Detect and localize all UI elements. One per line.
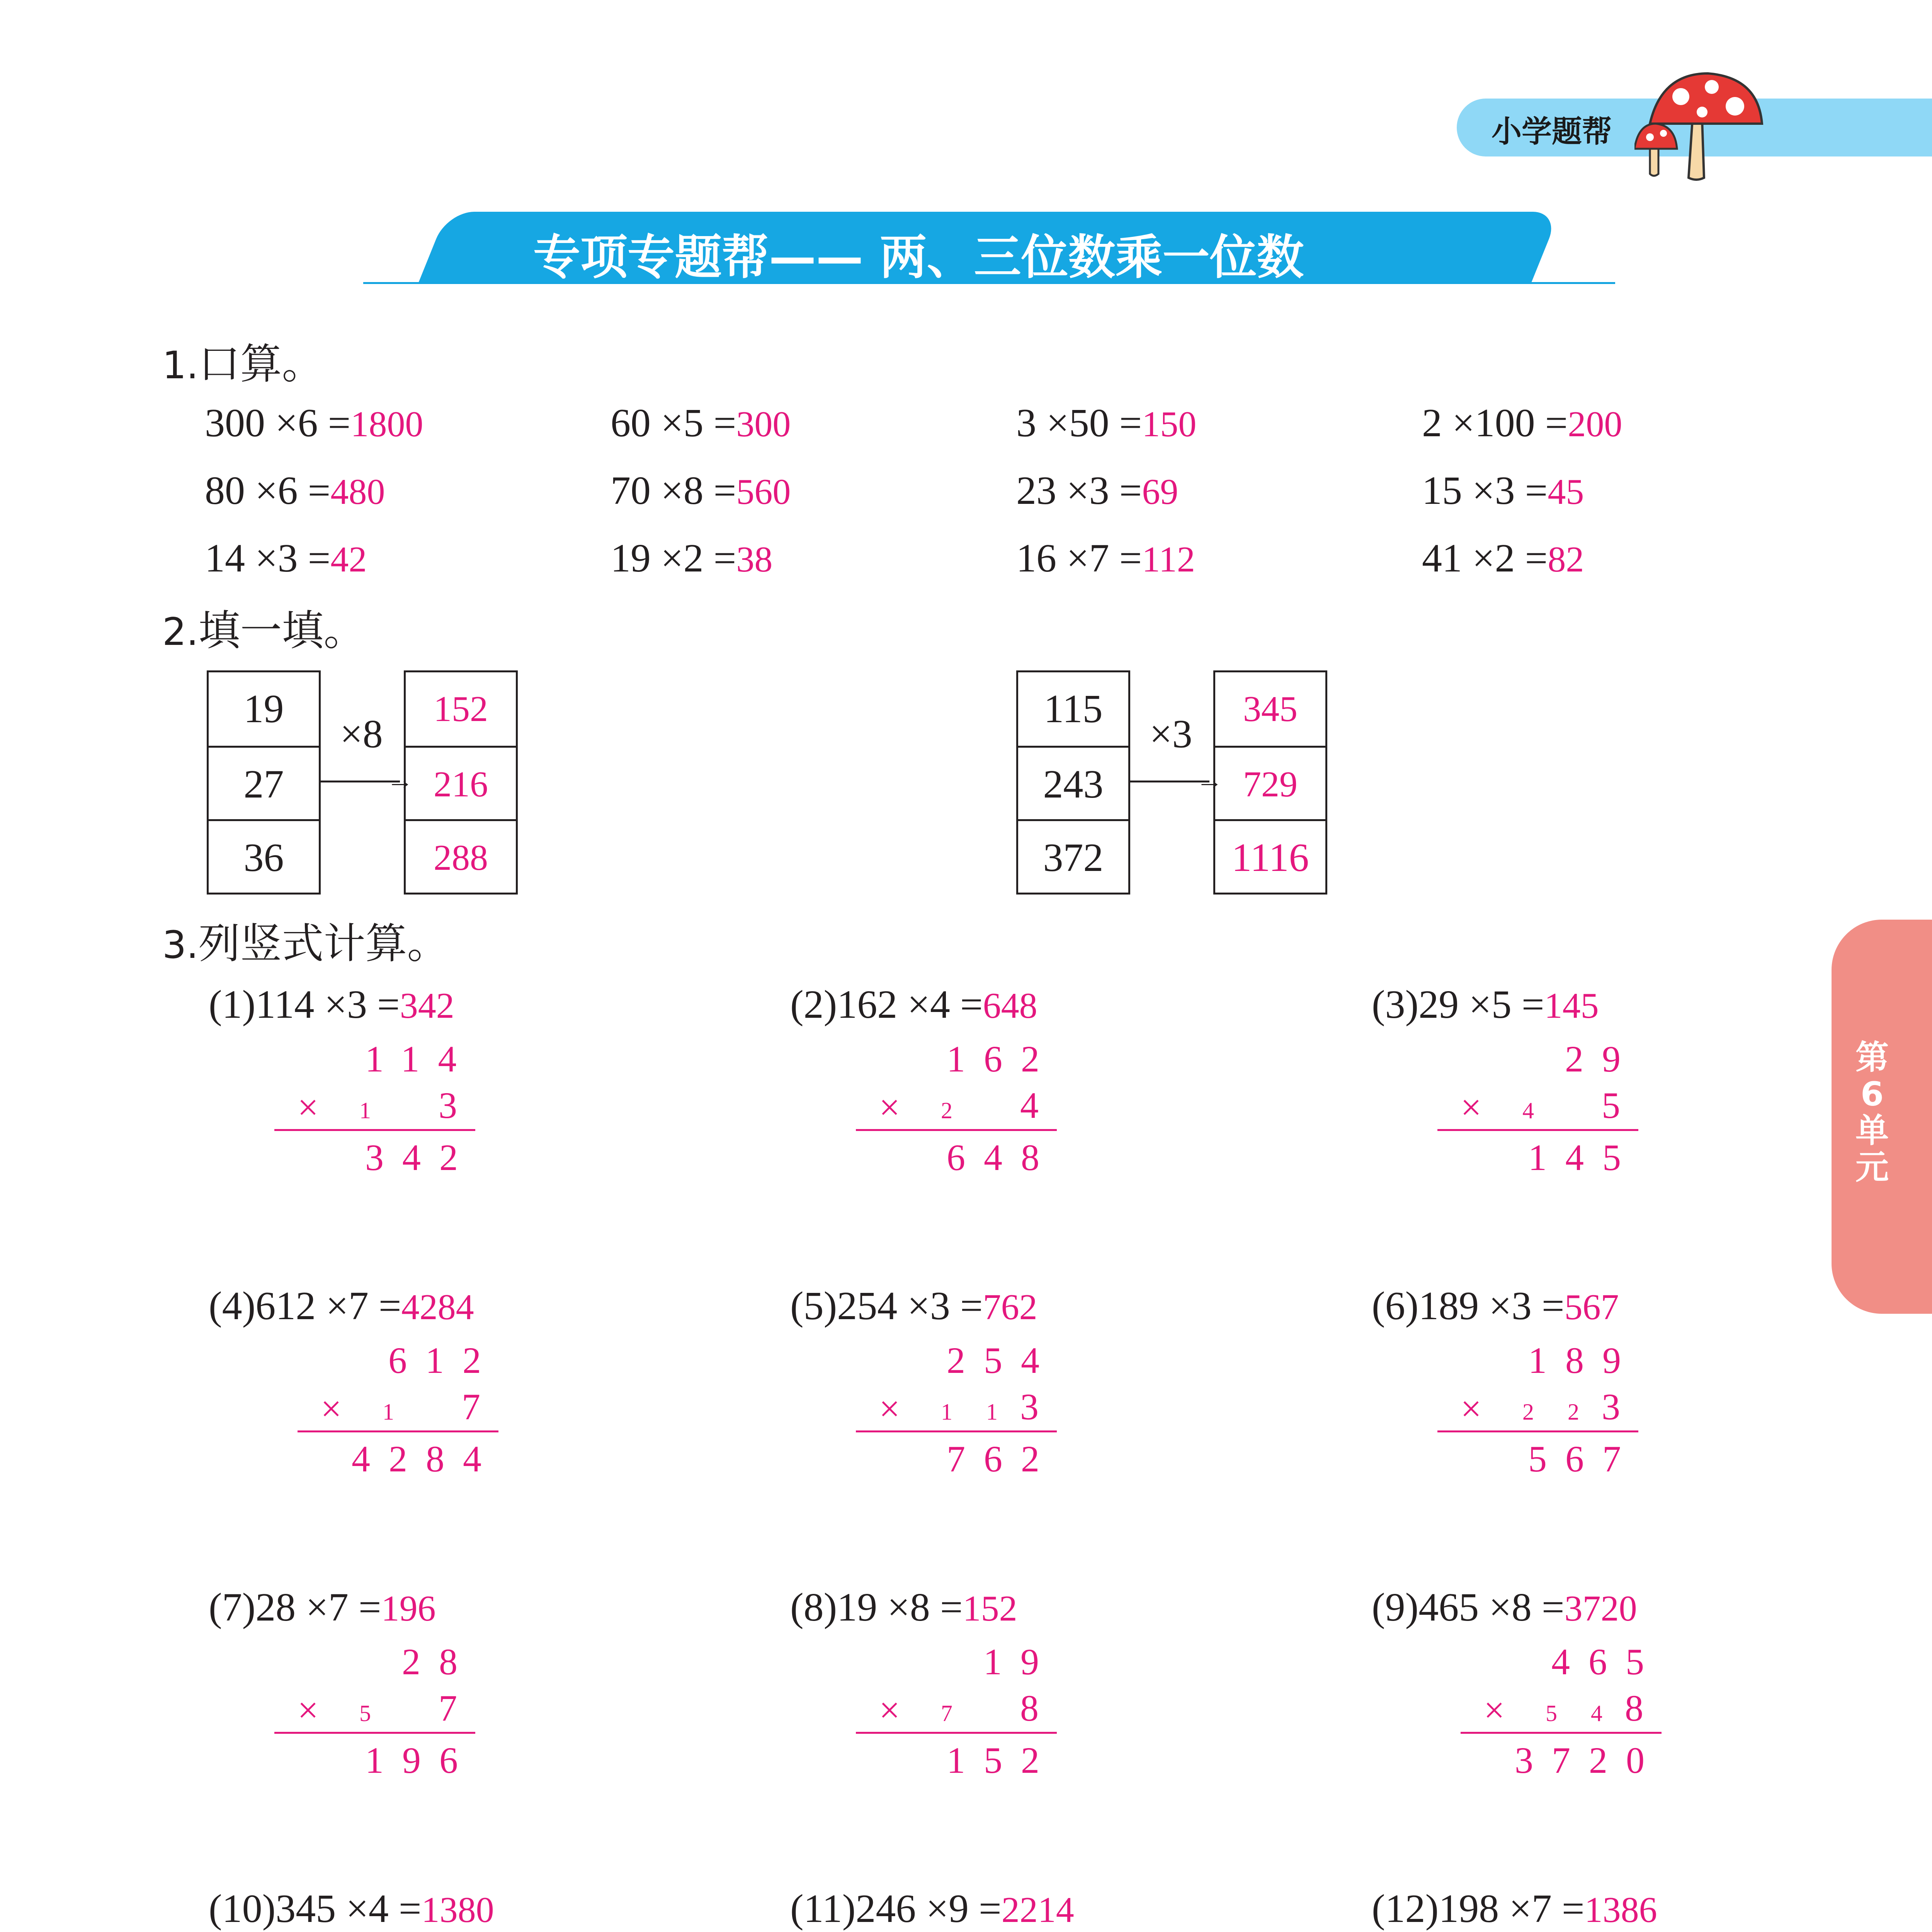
section3-number: 3. [162,923,199,967]
calc-line [298,1430,498,1432]
carry-digits: 7 [941,1701,966,1726]
vertical-calc-question [790,1283,1037,1329]
output-cell: 1116 [1215,819,1325,895]
answer-text: 150 [1142,404,1197,444]
question-text: 60 ×5 = [611,401,736,445]
operator-label: ×8 [340,711,383,756]
multiplier: 8 [1625,1687,1662,1729]
vertical-calc-question [1372,981,1599,1027]
times-sign: × [1484,1689,1505,1731]
vertical-calc-question [1372,1584,1637,1630]
multiplier: 3 [1020,1386,1057,1427]
question-text: 29 ×5 = [1418,982,1544,1027]
answer-text: 648 [983,986,1037,1026]
question-text: 198 ×7 = [1439,1886,1585,1931]
question-text: 465 ×8 = [1418,1585,1565,1629]
oral-calc-item [1422,468,1584,514]
carry-digits: 4 [1522,1098,1548,1123]
input-cell: 115 [1044,687,1103,731]
operator-label: ×3 [1150,711,1192,756]
product: 567 [1528,1438,1639,1480]
answer-text: 196 [381,1588,436,1629]
question-text: 14 ×3 = [205,536,331,580]
arrow-head: → [386,765,413,795]
question-text: 23 ×3 = [1016,468,1142,513]
vertical-calc-question [790,981,1037,1027]
product: 4284 [352,1438,500,1480]
question-text: 612 ×7 = [255,1284,401,1328]
multiplicand: 162 [947,1038,1058,1080]
arrow-head: → [1196,765,1223,795]
question-text: 16 ×7 = [1016,536,1142,580]
question-text: 246 ×9 = [855,1886,1002,1931]
multiplicand: 465 [1551,1641,1663,1682]
section3-title: 列竖式计算。 [198,921,449,967]
answer-text: 3720 [1564,1588,1637,1629]
carry-digits: 1 [383,1399,408,1425]
answer-text: 82 [1548,539,1584,580]
product: 196 [365,1740,476,1781]
answer-text: 480 [330,472,385,512]
problem-label: (4) [209,1284,256,1328]
input-cell: 27 [209,746,319,821]
question-text: 19 ×8 = [837,1585,963,1629]
question-text: 254 ×3 = [837,1284,983,1328]
output-table [1213,670,1327,895]
mushroom-icon [1634,66,1774,182]
product: 762 [947,1438,1058,1480]
multiplicand: 114 [365,1038,475,1080]
times-sign: × [879,1087,900,1128]
question-text: 114 ×3 = [255,982,400,1027]
vertical-calc-question [209,1584,436,1630]
vertical-calc-question [790,1886,1074,1932]
vertical-calc-question [209,1283,474,1329]
output-cell: 288 [406,819,516,895]
section3-heading [162,910,449,970]
multiplicand: 254 [947,1340,1058,1381]
product: 342 [365,1137,476,1178]
section2-heading [162,597,366,657]
section2-title: 填一填。 [198,608,366,654]
question-text: 80 ×6 = [205,468,331,513]
answer-text: 38 [736,539,773,580]
input-table [1016,670,1130,895]
vertical-calc-question [209,1886,494,1932]
calc-line [274,1129,475,1131]
oral-calc-item [1422,400,1622,446]
multiplicand: 612 [388,1340,500,1381]
problem-label: (10) [209,1886,276,1931]
input-cell: 243 [1018,746,1128,821]
section1-title: 口算。 [198,342,324,388]
answer-text: 1386 [1584,1890,1657,1930]
input-cell: 36 [209,819,319,895]
carry-digits: 1 1 [941,1399,1012,1425]
question-text: 2 ×100 = [1422,401,1568,445]
output-table [404,670,518,895]
multiplier: 5 [1602,1085,1639,1126]
vertical-calc-question [790,1584,1017,1630]
carry-digits: 2 2 [1522,1399,1593,1425]
oral-calc-item [611,400,791,446]
answer-text: 112 [1142,539,1195,580]
oral-calc-item [205,468,385,514]
answer-text: 342 [400,986,454,1026]
oral-calc-item [611,535,772,581]
vertical-calc-question [1372,1886,1657,1932]
problem-label: (7) [209,1585,256,1629]
input-table [207,670,321,895]
problem-label: (5) [790,1284,837,1328]
question-text: 41 ×2 = [1422,536,1548,580]
carry-digits: 1 [359,1098,385,1123]
problem-label: (11) [790,1886,856,1931]
multiplicand: 19 [983,1641,1058,1682]
output-cell: 729 [1215,746,1325,821]
product: 648 [947,1137,1058,1178]
multiplier: 7 [439,1687,476,1729]
question-text: 28 ×7 = [255,1585,381,1629]
calc-line [1437,1129,1638,1131]
times-sign: × [298,1087,319,1128]
problem-label: (12) [1372,1886,1439,1931]
problem-label: (9) [1372,1585,1419,1629]
multiplier: 8 [1020,1687,1057,1729]
oral-calc-item [1016,468,1178,514]
multiplier: 4 [1020,1085,1057,1126]
calc-line [856,1129,1057,1131]
problem-label: (8) [790,1585,837,1629]
multiplicand: 29 [1565,1038,1639,1080]
calc-line [1461,1732,1662,1734]
answer-text: 762 [983,1287,1037,1327]
times-sign: × [879,1689,900,1731]
multiplier: 3 [1602,1386,1639,1427]
question-text: 300 ×6 = [205,401,351,445]
carry-digits: 5 [359,1701,385,1726]
problem-label: (3) [1372,982,1419,1027]
output-cell: 152 [434,689,488,729]
oral-calc-item [1016,535,1195,581]
calc-line [1437,1430,1638,1432]
answer-text: 300 [736,404,791,444]
answer-text: 560 [736,472,791,512]
product: 152 [947,1740,1058,1781]
answer-text: 200 [1568,404,1622,444]
calc-line [856,1732,1057,1734]
section1-number: 1. [162,344,199,388]
times-sign: × [879,1388,900,1429]
oral-calc-item [611,468,791,514]
answer-text: 69 [1142,472,1179,512]
times-sign: × [1461,1388,1482,1429]
answer-text: 1800 [350,404,423,444]
times-sign: × [298,1689,319,1731]
input-cell: 372 [1018,819,1128,895]
problem-label: (2) [790,982,837,1027]
calc-line [274,1732,475,1734]
answer-text: 4284 [401,1287,474,1327]
question-text: 15 ×3 = [1422,468,1548,513]
answer-text: 152 [963,1588,1017,1629]
oral-calc-item [205,535,367,581]
problem-label: (6) [1372,1284,1419,1328]
output-cell: 216 [406,746,516,821]
brand-label: 小学题帮 [1492,114,1612,149]
unit-label: 第6单元 [1855,1038,1889,1187]
answer-text: 567 [1564,1287,1619,1327]
question-text: 345 ×4 = [276,1886,422,1931]
times-sign: × [321,1388,342,1429]
multiplier: 3 [439,1085,476,1126]
product: 145 [1528,1137,1639,1178]
oral-calc-item [205,400,423,446]
output-cell: 345 [1243,689,1298,729]
times-sign: × [1461,1087,1482,1128]
multiplicand: 28 [402,1641,476,1682]
page-title: 专项专题帮—— 两、三位数乘一位数 [533,230,1304,285]
answer-text: 42 [330,539,367,580]
section2-number: 2. [162,610,199,654]
problem-label: (1) [209,982,256,1027]
carry-digits: 2 [941,1098,966,1123]
multiplier: 7 [462,1386,499,1427]
answer-text: 145 [1544,986,1599,1026]
question-text: 189 ×3 = [1418,1284,1565,1328]
oral-calc-item [1016,400,1196,446]
question-text: 70 ×8 = [611,468,736,513]
vertical-calc-question [209,981,454,1027]
multiplicand: 189 [1528,1340,1639,1381]
question-text: 3 ×50 = [1016,401,1142,445]
calc-line [856,1430,1057,1432]
product: 3720 [1515,1740,1663,1781]
question-text: 162 ×4 = [837,982,983,1027]
answer-text: 1380 [421,1890,494,1930]
oral-calc-item [1422,535,1584,581]
answer-text: 45 [1548,472,1584,512]
answer-text: 2214 [1001,1890,1074,1930]
carry-digits: 5 4 [1546,1701,1616,1726]
section1-heading [162,330,324,390]
question-text: 19 ×2 = [611,536,736,580]
vertical-calc-question [1372,1283,1619,1329]
input-cell: 19 [243,687,284,731]
